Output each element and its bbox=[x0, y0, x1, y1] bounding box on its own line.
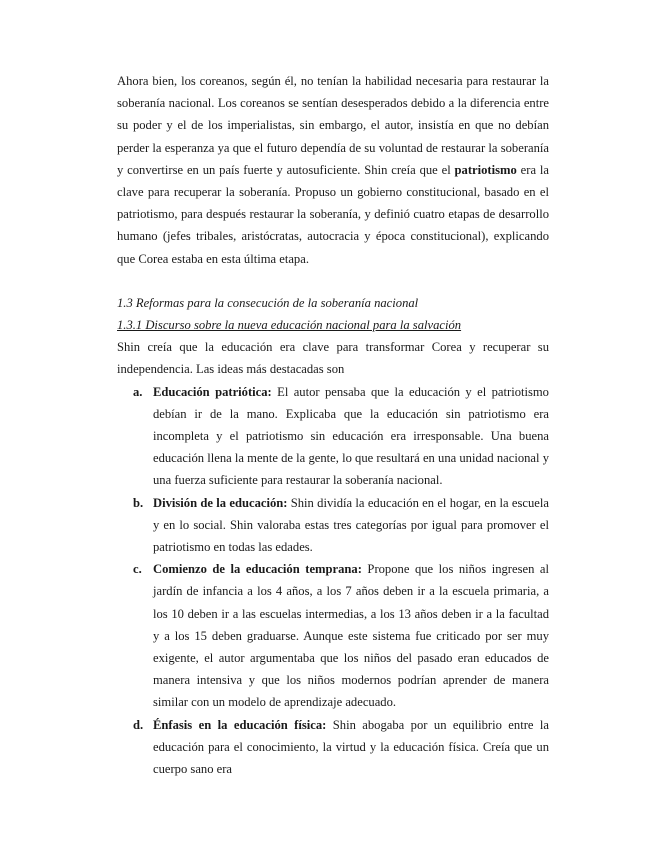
list-item-text: Propone que los niños ingresen al jardín de infancia a los 4 años, a los 7 años deben ir a la escuela primaria, a los 10 deben ir a las escuelas intermedias, a los 13 años deben ir a la facultad y a los 15 deben graduarse. Aunque este sistema fue criticado por ser muy exigente, el autor argumentaba que los niños del pasado eran educados de manera intensiva y que los niños modernos podrían aprender de manera similar con un modelo de aprendizaje adecuado. bbox=[153, 562, 549, 710]
bold-term: patriotismo bbox=[454, 162, 517, 177]
document-page bbox=[117, 70, 549, 780]
list-item bbox=[117, 714, 549, 781]
list-item-title: Énfasis en la educación física: bbox=[153, 717, 327, 732]
list-item bbox=[117, 492, 549, 559]
list-item-text: Shin dividía la educación en el hogar, en la escuela y en lo social. Shin valoraba estas tres categorías por igual para promover el patriotismo en todas las edades. bbox=[153, 495, 549, 555]
intro-paragraph: Shin creía que la educación era clave para transformar Corea y recuperar su independencia. Las ideas más destacadas son bbox=[117, 340, 549, 377]
subsection-heading: 1.3.1 Discurso sobre la nueva educación nacional para la salvación bbox=[117, 318, 462, 333]
list-item-text: El autor pensaba que la educación y el patriotismo debían ir de la mano. Explicaba que la educación sin patriotismo era incompleta y el patriotismo sin educación era irresponsable. Una buena educación llena la mente de la gente, lo que resultará en una unidad nacional y una fuerza suficiente para restaurar la soberanía nacional. bbox=[153, 384, 549, 488]
list-marker: a. bbox=[133, 384, 143, 399]
list-item-title: Educación patriótica: bbox=[153, 384, 272, 399]
list-item-text: Shin abogaba por un equilibrio entre la educación para el conocimiento, la virtud y la educación física. Creía que un cuerpo sano era bbox=[153, 717, 549, 777]
list-marker: b. bbox=[133, 495, 144, 510]
ideas-list bbox=[117, 381, 549, 781]
list-item-title: Comienzo de la educación temprana: bbox=[153, 562, 362, 577]
list-item bbox=[117, 381, 549, 492]
list-item bbox=[117, 558, 549, 713]
section-heading: 1.3 Reformas para la consecución de la soberanía nacional bbox=[117, 295, 419, 310]
list-marker: d. bbox=[133, 717, 144, 732]
list-marker: c. bbox=[133, 562, 142, 577]
paragraph-1: Ahora bien, los coreanos, según él, no tenían la habilidad necesaria para restaurar la soberanía nacional. Los coreanos se sentían desesperados debido a la diferencia entre su poder y el de los imperialistas, sin embargo, el autor, insistía en que no debían perder la esperanza ya que el futuro dependía de su voluntad de restaurar la soberanía y convertirse en un país fuerte y autosuficiente. Shin creía que el patriotismo era la clave para recuperar la soberanía. Propuso un gobierno constitucional, basado en el patriotismo, para después restaurar la soberanía, y definió cuatro etapas de desarrollo humano (jefes tribales, aristócratas, autocracia y época constitucional), explicando que Corea estaba en esta última etapa. bbox=[117, 74, 549, 266]
list-item-title: División de la educación: bbox=[153, 495, 288, 510]
